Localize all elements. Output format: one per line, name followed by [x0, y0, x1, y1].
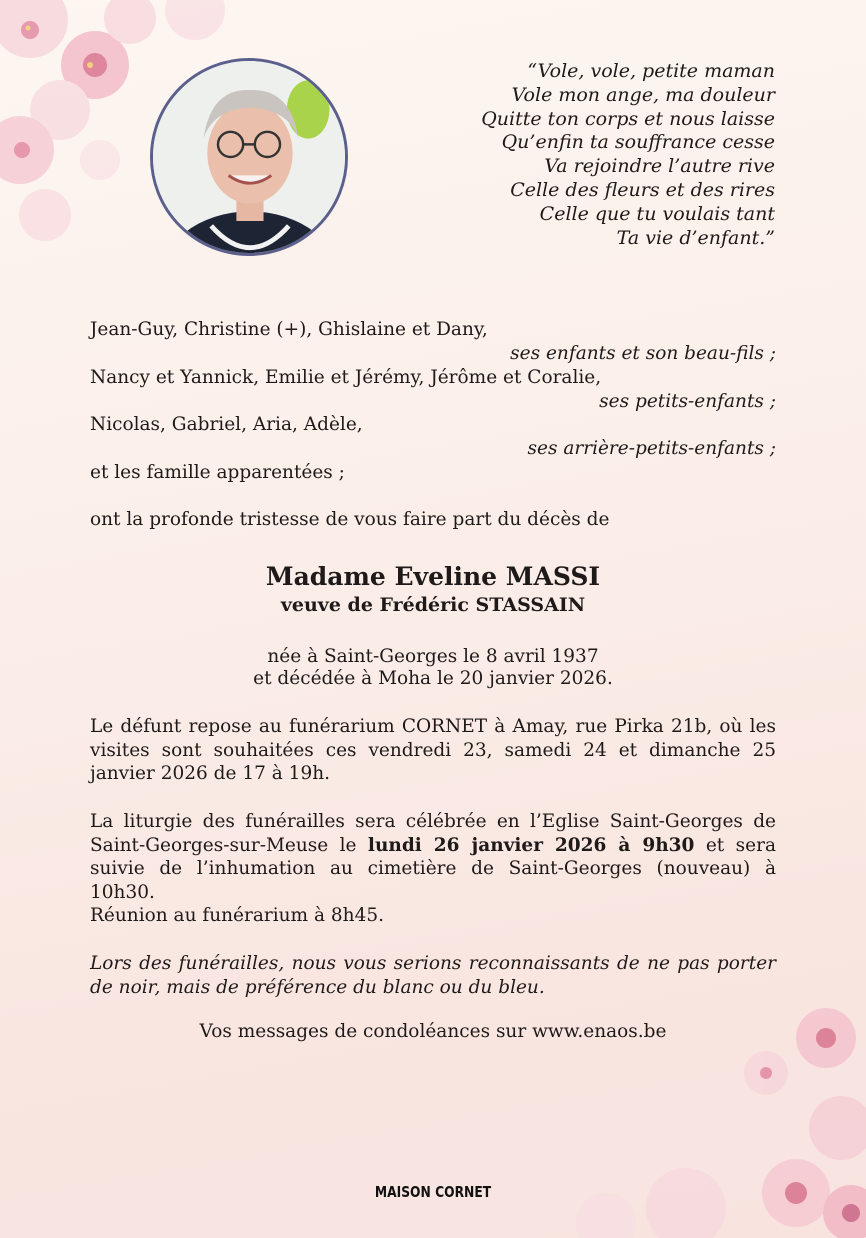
relatives: et les famille apparentées ; [90, 462, 345, 483]
great-grandchildren-role: ses arrière-petits-enfants ; [527, 438, 776, 459]
poem-line: “Vole, vole, petite maman [527, 60, 775, 82]
grandchildren-names: Nancy et Yannick, Emilie et Jérémy, Jérôme et Coralie, [90, 367, 602, 388]
poem-line: Celle que tu voulais tant [539, 202, 775, 225]
birth-info: née à Saint-Georges le 8 avril 1937 [267, 646, 599, 667]
funeral-date: lundi 26 janvier 2026 à 9h30 [367, 834, 695, 856]
visitation-text: Le défunt repose au funérarium CORNET à Amay, rue Pirka 21b, où les visites sont souhaitées ces vendredi 23, samedi 24 et dimanche 25 janvier 2026 de 17 à 19h. [90, 716, 776, 784]
widow-of: veuve de Frédéric STASSAIN [280, 594, 586, 616]
funeral-text [90, 810, 776, 904]
poem-line: Qu’enfin ta souffrance cesse [501, 131, 775, 154]
dress-note: Lors des funérailles, nous vous serions reconnaissants de ne pas porter de noir, mais de préférence du blanc ou du bleu. [90, 953, 776, 998]
meeting-text: Réunion au funérarium à 8h45. [90, 905, 384, 926]
maison-cornet-logo: MAISON CORNET [374, 1183, 492, 1201]
poem-line: Vole mon ange, ma douleur [511, 83, 775, 106]
funeral-text-before: La liturgie des funérailles sera célébrée en l’Eglise Saint-Georges de Saint-Georges-sur-Meuse le [90, 811, 776, 856]
grandchildren-role: ses petits-enfants ; [599, 391, 776, 412]
poem-line: Ta vie d’enfant.” [616, 226, 775, 249]
deceased-name: Madame Eveline MASSI [265, 562, 601, 591]
death-info: et décédée à Moha le 20 janvier 2026. [253, 668, 613, 689]
poem-line: Va rejoindre l’autre rive [544, 155, 775, 178]
poem [445, 60, 775, 250]
poem-line: Quitte ton corps et nous laisse [481, 107, 775, 130]
children-role: ses enfants et son beau-fils ; [510, 343, 776, 364]
portrait-icon [153, 61, 345, 253]
children-names: Jean-Guy, Christine (+), Ghislaine et Dany, [90, 319, 488, 340]
announcement-intro: ont la profonde tristesse de vous faire part du décès de [90, 509, 610, 530]
poem-line: Celle des fleurs et des rires [510, 178, 775, 201]
great-grandchildren-names: Nicolas, Gabriel, Aria, Adèle, [90, 414, 363, 435]
portrait-photo [150, 58, 348, 256]
condolences-text: Vos messages de condoléances sur www.enaos.be [199, 1021, 667, 1042]
funeral-text-after: et sera suivie de l’inhumation au cimetière de Saint-Georges (nouveau) à 10h30. [90, 834, 776, 903]
